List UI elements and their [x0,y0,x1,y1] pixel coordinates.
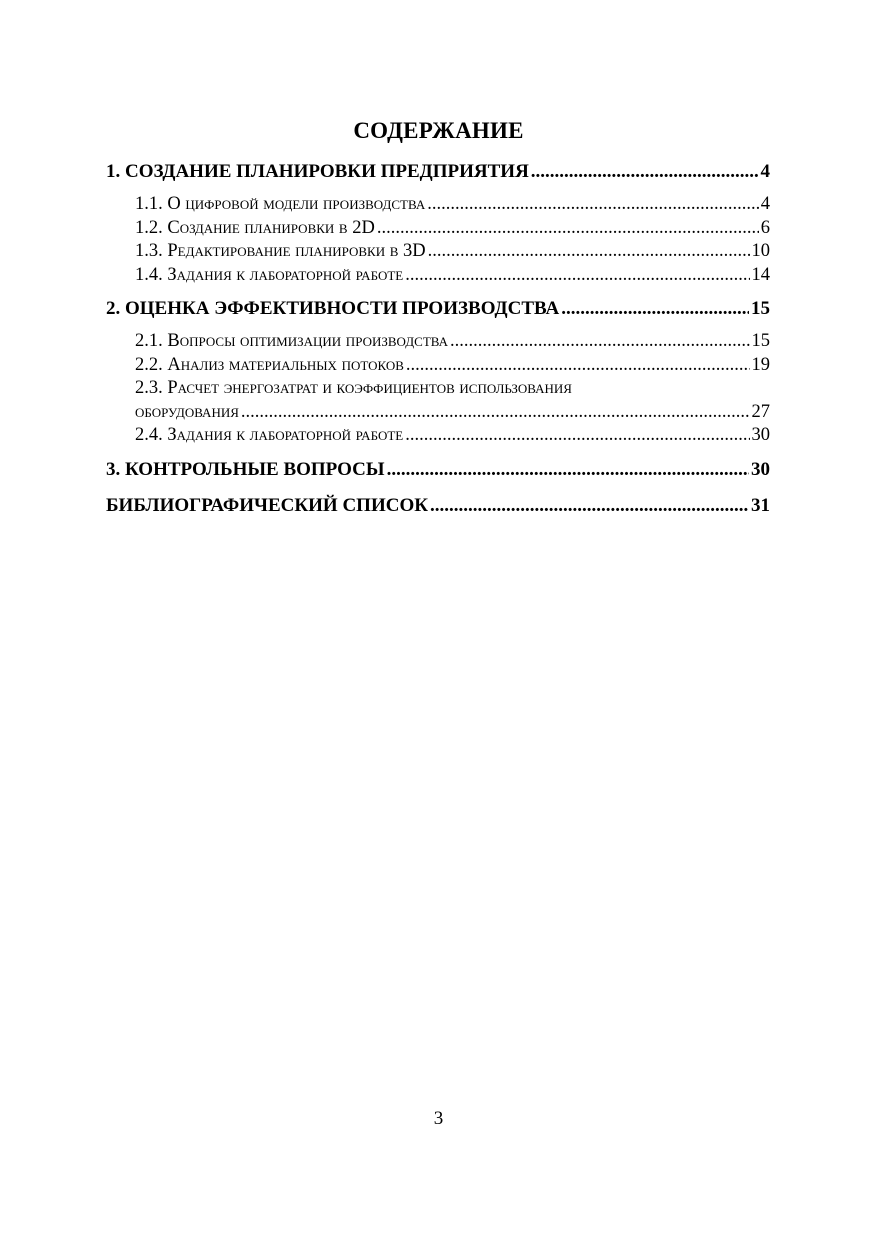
toc-item-1-4[interactable] [106,264,770,288]
toc-page-number: 15 [751,298,770,319]
dot-leader [531,160,759,184]
toc-page-number: 19 [751,354,770,375]
toc-section-2[interactable] [106,297,770,321]
toc-item-1-1[interactable] [106,193,770,217]
toc-item-1-3[interactable] [106,240,770,264]
toc-section-title: БИБЛИОГРАФИЧЕСКИЙ СПИСОК [106,494,429,516]
dot-leader [406,354,750,378]
toc-item-title: 2.2. Анализ материальных потоков [135,354,404,375]
toc-item-title: 2.4. Задания к лабораторной работе [135,425,404,445]
toc-page-number: 4 [760,161,770,182]
toc-item-title-line2: оборудования [135,401,239,422]
dot-leader [377,217,759,241]
toc-page-number: 27 [751,401,770,422]
toc-item-title: 1.1. О цифровой модели производства [135,194,426,214]
toc-item-2-3[interactable] [106,377,770,424]
dot-leader [241,401,750,425]
toc-section-1[interactable] [106,160,770,184]
dot-leader [428,240,750,264]
toc-item-2-2[interactable] [106,354,770,378]
toc-bibliography[interactable] [106,494,770,518]
toc-section-3[interactable] [106,458,770,482]
toc-item-title: 1.4. Задания к лабораторной работе [135,264,404,285]
toc-page-number: 31 [751,494,770,516]
toc-item-title: 2.1. Вопросы оптимизации производства [135,331,448,351]
dot-leader [561,297,749,321]
toc-page-number: 6 [760,217,770,238]
toc-page-number: 10 [751,241,770,261]
toc-title: СОДЕРЖАНИЕ [353,118,524,143]
toc-section-title: 1. СОЗДАНИЕ ПЛАНИРОВКИ ПРЕДПРИЯТИЯ [106,161,529,182]
dot-leader [430,494,749,518]
toc-item-title: 1.3. Редактирование планировки в 3D [135,241,426,261]
toc-page-number: 15 [751,331,770,351]
dot-leader [450,330,750,354]
page-number: 3 [433,1108,444,1129]
dot-leader [405,424,749,448]
toc-item-2-4[interactable] [106,424,770,448]
toc-page-number: 4 [760,194,770,214]
toc-item-title: 1.2. Создание планировки в 2D [135,217,375,238]
dot-leader [405,264,749,288]
toc-page-number: 14 [751,264,770,285]
dot-leader [387,458,749,482]
toc-item-1-2[interactable] [106,217,770,241]
toc-section-title: 3. КОНТРОЛЬНЫЕ ВОПРОСЫ [106,458,385,480]
dot-leader [427,193,759,217]
toc-item-2-1[interactable] [106,330,770,354]
table-of-contents [106,160,770,518]
toc-item-title-line1: 2.3. Расчет энергозатрат и коэффициентов использования [135,378,572,398]
toc-page-number: 30 [751,425,770,445]
toc-section-title: 2. ОЦЕНКА ЭФФЕКТИВНОСТИ ПРОИЗВОДСТВА [106,298,560,319]
toc-page-number: 30 [751,458,770,480]
